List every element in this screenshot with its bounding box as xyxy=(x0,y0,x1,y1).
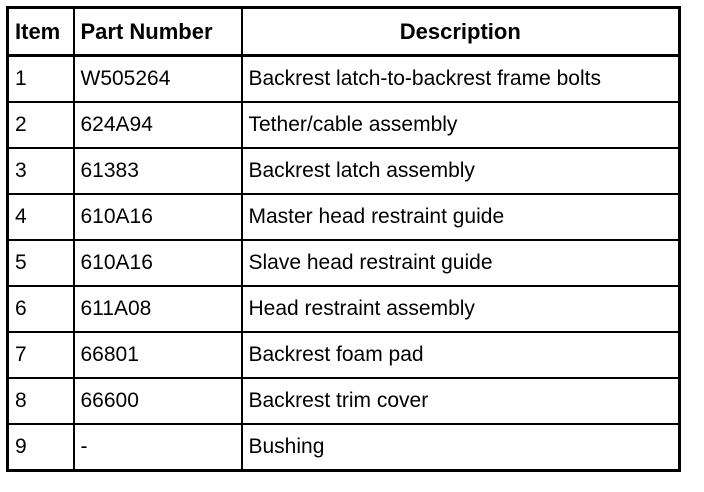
part-number-cell: - xyxy=(74,424,242,471)
description-cell: Backrest trim cover xyxy=(242,378,680,424)
description-cell: Bushing xyxy=(242,424,680,471)
parts-table-header xyxy=(8,8,680,56)
item-cell: 4 xyxy=(8,194,74,240)
header-item: Item xyxy=(8,8,74,56)
item-cell: 1 xyxy=(8,56,74,103)
table-row xyxy=(8,102,680,148)
description-cell: Backrest latch assembly xyxy=(242,148,680,194)
description-cell: Head restraint assembly xyxy=(242,286,680,332)
description-cell: Backrest foam pad xyxy=(242,332,680,378)
item-cell: 6 xyxy=(8,286,74,332)
description-cell: Slave head restraint guide xyxy=(242,240,680,286)
header-part-number: Part Number xyxy=(74,8,242,56)
part-number-cell: 624A94 xyxy=(74,102,242,148)
table-row xyxy=(8,240,680,286)
part-number-cell: 61383 xyxy=(74,148,242,194)
description-cell: Backrest latch-to-backrest frame bolts xyxy=(242,56,680,103)
table-row xyxy=(8,286,680,332)
item-cell: 9 xyxy=(8,424,74,471)
table-row xyxy=(8,378,680,424)
part-number-cell: 66600 xyxy=(74,378,242,424)
part-number-cell: 611A08 xyxy=(74,286,242,332)
table-row xyxy=(8,332,680,378)
part-number-cell: 610A16 xyxy=(74,194,242,240)
table-row xyxy=(8,424,680,471)
part-number-cell: 610A16 xyxy=(74,240,242,286)
header-row xyxy=(8,8,680,56)
parts-table-body xyxy=(8,56,680,471)
table-row xyxy=(8,148,680,194)
table-row xyxy=(8,56,680,103)
item-cell: 2 xyxy=(8,102,74,148)
item-cell: 3 xyxy=(8,148,74,194)
item-cell: 5 xyxy=(8,240,74,286)
parts-table xyxy=(6,6,681,472)
header-description: Description xyxy=(242,8,680,56)
part-number-cell: 66801 xyxy=(74,332,242,378)
item-cell: 7 xyxy=(8,332,74,378)
table-row xyxy=(8,194,680,240)
part-number-cell: W505264 xyxy=(74,56,242,103)
item-cell: 8 xyxy=(8,378,74,424)
description-cell: Master head restraint guide xyxy=(242,194,680,240)
description-cell: Tether/cable assembly xyxy=(242,102,680,148)
